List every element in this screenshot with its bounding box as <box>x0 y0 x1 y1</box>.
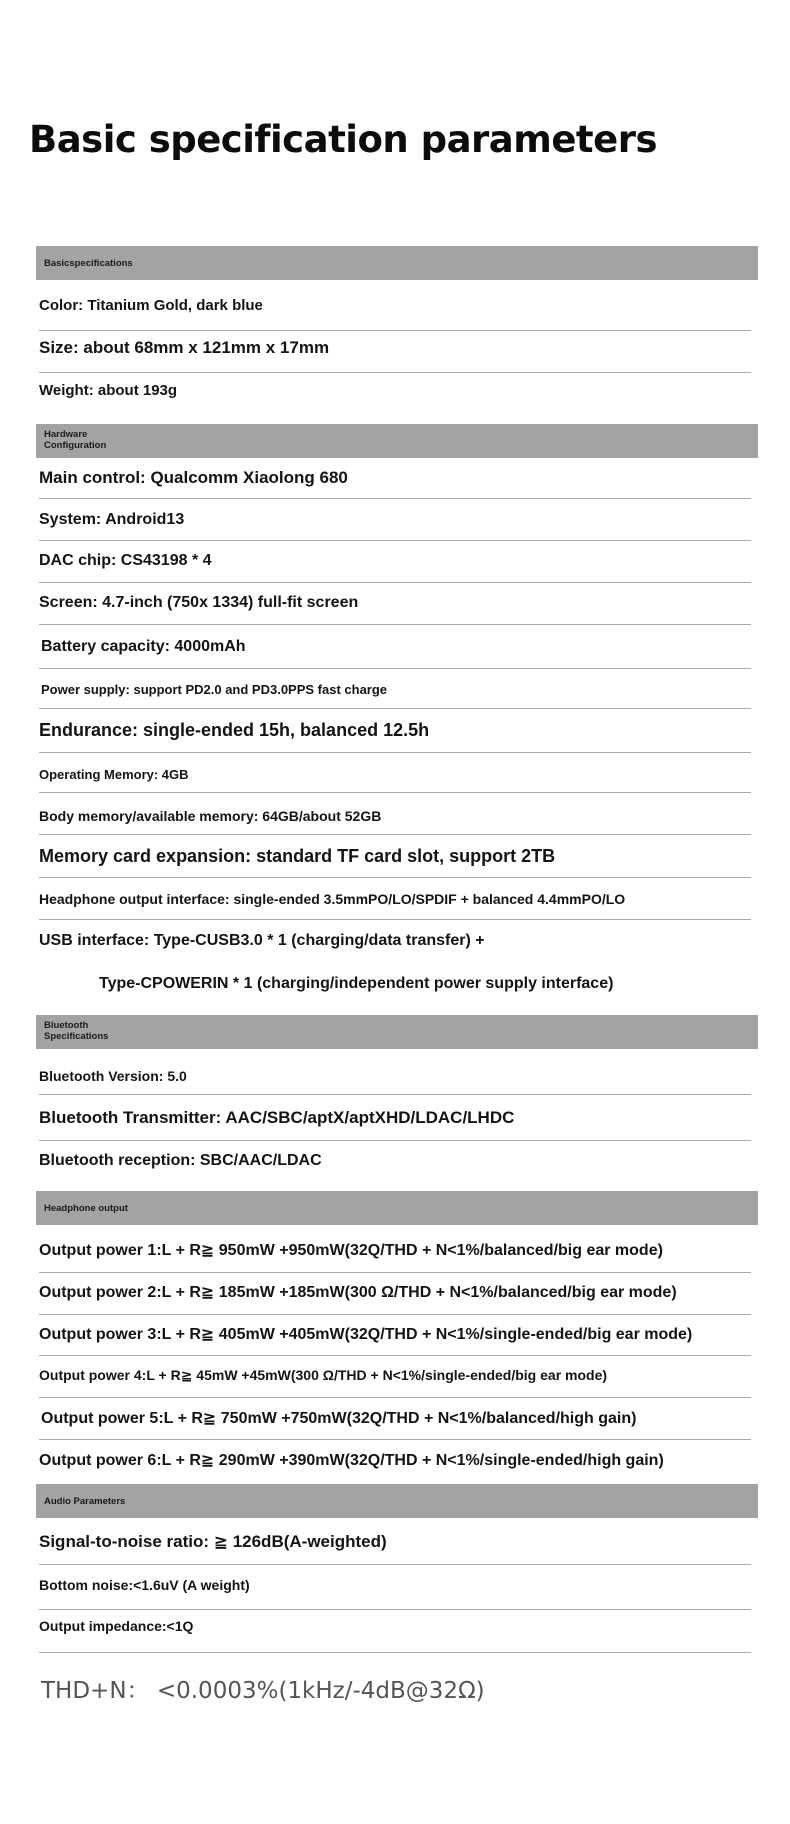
spec-row-bluetooth-transmitter: Bluetooth Transmitter: AAC/SBC/aptX/aptXHD/LDAC/LHDC <box>39 1108 515 1127</box>
spec-row-thd: THD+N： <0.0003%(1kHz/-4dB@32Ω) <box>41 1678 485 1704</box>
page-title: Basic specification parameters <box>29 118 657 161</box>
spec-row-size: Size: about 68mm x 121mm x 17mm <box>39 338 330 357</box>
spec-row-screen: Screen: 4.7-inch (750x 1334) full-fit screen <box>39 594 359 611</box>
section-header-headphone-label: Headphone output <box>44 1203 128 1214</box>
divider <box>39 1397 751 1398</box>
spec-row-weight: Weight: about 193g <box>39 382 178 399</box>
spec-row-output-power-5: Output power 5:L + R≧ 750mW +750mW(32Q/THD + N<1%/balanced/high gain) <box>41 1410 637 1427</box>
divider <box>39 877 751 878</box>
spec-row-memory-card: Memory card expansion: standard TF card slot, support 2TB <box>39 846 556 866</box>
section-header-hardware-line2: Configuration <box>44 440 107 451</box>
divider <box>39 1355 751 1356</box>
spec-row-body-memory: Body memory/available memory: 64GB/about 52GB <box>39 808 382 824</box>
divider <box>39 330 751 331</box>
spec-row-bottom-noise: Bottom noise:<1.6uV (A weight) <box>39 1577 250 1593</box>
divider <box>39 792 751 793</box>
spec-row-dac-chip: DAC chip: CS43198 * 4 <box>39 552 212 569</box>
section-header-bluetooth-line2: Specifications <box>44 1031 109 1042</box>
section-header-headphone <box>36 1191 758 1225</box>
spec-row-system: System: Android13 <box>39 511 185 528</box>
spec-row-operating-memory: Operating Memory: 4GB <box>39 767 189 782</box>
section-header-basic <box>36 246 758 280</box>
divider <box>39 1272 751 1273</box>
divider <box>39 540 751 541</box>
spec-row-bluetooth-reception: Bluetooth reception: SBC/AAC/LDAC <box>39 1152 322 1169</box>
spec-row-battery: Battery capacity: 4000mAh <box>41 638 246 655</box>
spec-row-output-power-1: Output power 1:L + R≧ 950mW +950mW(32Q/THD + N<1%/balanced/big ear mode) <box>39 1242 663 1259</box>
divider <box>39 708 751 709</box>
divider <box>39 668 751 669</box>
divider <box>39 1140 751 1141</box>
spec-row-usb-interface: USB interface: Type-CUSB3.0 * 1 (charging/data transfer) + <box>39 932 485 949</box>
section-header-basic-label: Basicspecifications <box>44 258 133 269</box>
divider <box>39 834 751 835</box>
divider <box>39 752 751 753</box>
spec-row-power-supply: Power supply: support PD2.0 and PD3.0PPS fast charge <box>41 682 388 697</box>
divider <box>39 919 751 920</box>
divider <box>39 1652 751 1653</box>
divider <box>39 1564 751 1565</box>
spec-row-color: Color: Titanium Gold, dark blue <box>39 297 263 314</box>
section-header-bluetooth-line1: Bluetooth <box>44 1020 89 1031</box>
section-header-audio <box>36 1484 758 1518</box>
spec-row-bluetooth-version: Bluetooth Version: 5.0 <box>39 1068 187 1084</box>
divider <box>39 1439 751 1440</box>
spec-row-output-power-6: Output power 6:L + R≧ 290mW +390mW(32Q/THD + N<1%/single-ended/high gain) <box>39 1452 664 1469</box>
spec-row-output-power-4: Output power 4:L + R≧ 45mW +45mW(300 Ω/THD + N<1%/single-ended/big ear mode) <box>39 1367 608 1383</box>
divider <box>39 1314 751 1315</box>
divider <box>39 498 751 499</box>
spec-row-snr: Signal-to-noise ratio: ≧ 126dB(A-weighted) <box>39 1532 387 1551</box>
divider <box>39 1609 751 1610</box>
spec-row-output-impedance: Output impedance:<1Q <box>39 1618 194 1634</box>
divider <box>39 624 751 625</box>
spec-row-output-power-2: Output power 2:L + R≧ 185mW +185mW(300 Ω/THD + N<1%/balanced/big ear mode) <box>39 1284 677 1301</box>
divider <box>39 582 751 583</box>
spec-row-main-control: Main control: Qualcomm Xiaolong 680 <box>39 468 348 487</box>
section-header-audio-label: Audio Parameters <box>44 1496 126 1507</box>
spec-row-endurance: Endurance: single-ended 15h, balanced 12.5h <box>39 720 430 740</box>
section-header-hardware-line1: Hardware <box>44 429 88 440</box>
spec-row-headphone-interface: Headphone output interface: single-ended 3.5mmPO/LO/SPDIF + balanced 4.4mmPO/LO <box>39 891 626 907</box>
section-header-hardware <box>36 424 758 458</box>
divider <box>39 1094 751 1095</box>
spec-row-usb-interface-cont: Type-CPOWERIN * 1 (charging/independent power supply interface) <box>99 975 614 992</box>
divider <box>39 372 751 373</box>
spec-row-output-power-3: Output power 3:L + R≧ 405mW +405mW(32Q/THD + N<1%/single-ended/big ear mode) <box>39 1326 693 1343</box>
section-header-bluetooth <box>36 1015 758 1049</box>
